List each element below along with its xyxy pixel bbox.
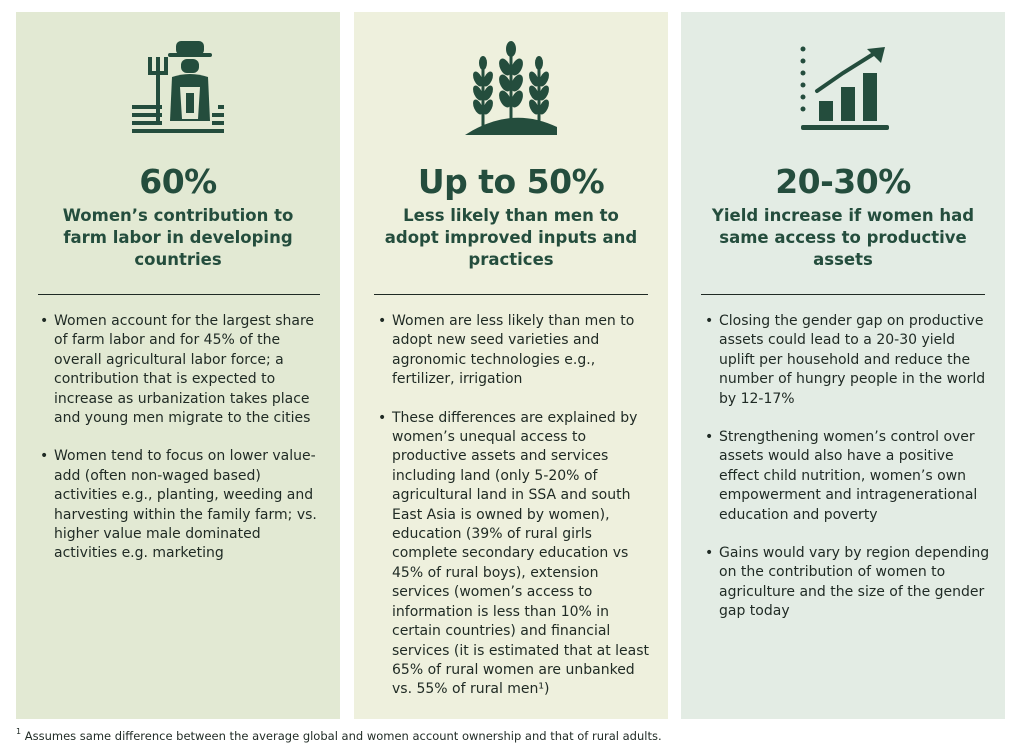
bullet-item: • Women tend to focus on lower value-add (often non-waged based) activities e.g., planting, weeding and harvesting within the family farm; vs. higher value male dominated activities e.g. marketing [40,447,328,563]
bullet-item: • Women account for the largest share of farm labor and for 45% of the overall agricultural labor force; a contribution that is expected to increase as urbanization takes place and young men migrate to the cities [40,312,328,428]
bullet-list [705,312,993,641]
farmer-icon [16,34,340,144]
panel-yield [681,12,1005,719]
stat-subtitle: Yield increase if women had same access to productive assets [711,206,975,269]
bullet-list [378,312,656,719]
divider [701,294,985,295]
panel-adoption [354,12,668,719]
bullet-item: • These differences are explained by women’s unequal access to productive assets and services including land (only 5-20% of agricultural land in SSA and south East Asia is owned by women), education (39% of rural girls complete secondary education vs 45% of rural boys), extension services (women’s access to information is less than 10% in certain countries) and financial services (it is estimated that at least 65% of rural women are unbanked vs. 55% of rural men¹) [378,409,656,700]
bullet-list [40,312,328,583]
bullet-item: • Closing the gender gap on productive assets could lead to a 20-30 yield uplift per household and reduce the number of hungry people in the world by 12-17% [705,312,993,409]
stat-subtitle: Women’s contribution to farm labor in developing countries [62,206,294,269]
footnote-text: Assumes same difference between the average global and women account ownership and that of rural adults. [21,729,662,743]
stat-value: Up to 50% [417,162,605,201]
bullet-item: • Strengthening women’s control over assets would also have a positive effect child nutrition, women’s own empowerment and intragenerational education and poverty [705,428,993,525]
stat-subtitle: Less likely than men to adopt improved inputs and practices [384,206,638,269]
bullet-item: • Women are less likely than men to adopt new seed varieties and agronomic technologies e.g., fertilizer, irrigation [378,312,656,390]
growth-chart-icon [681,34,1005,144]
bullet-item: • Gains would vary by region depending on the contribution of women to agriculture and the size of the gender gap today [705,544,993,622]
panel-farm-labor [16,12,340,719]
stat-value: 20-30% [775,162,911,201]
stat-value: 60% [139,162,217,201]
divider [374,294,648,295]
footnote [16,729,662,743]
wheat-icon [354,34,668,144]
divider [38,294,320,295]
footnote-mark: 1 [16,727,22,736]
